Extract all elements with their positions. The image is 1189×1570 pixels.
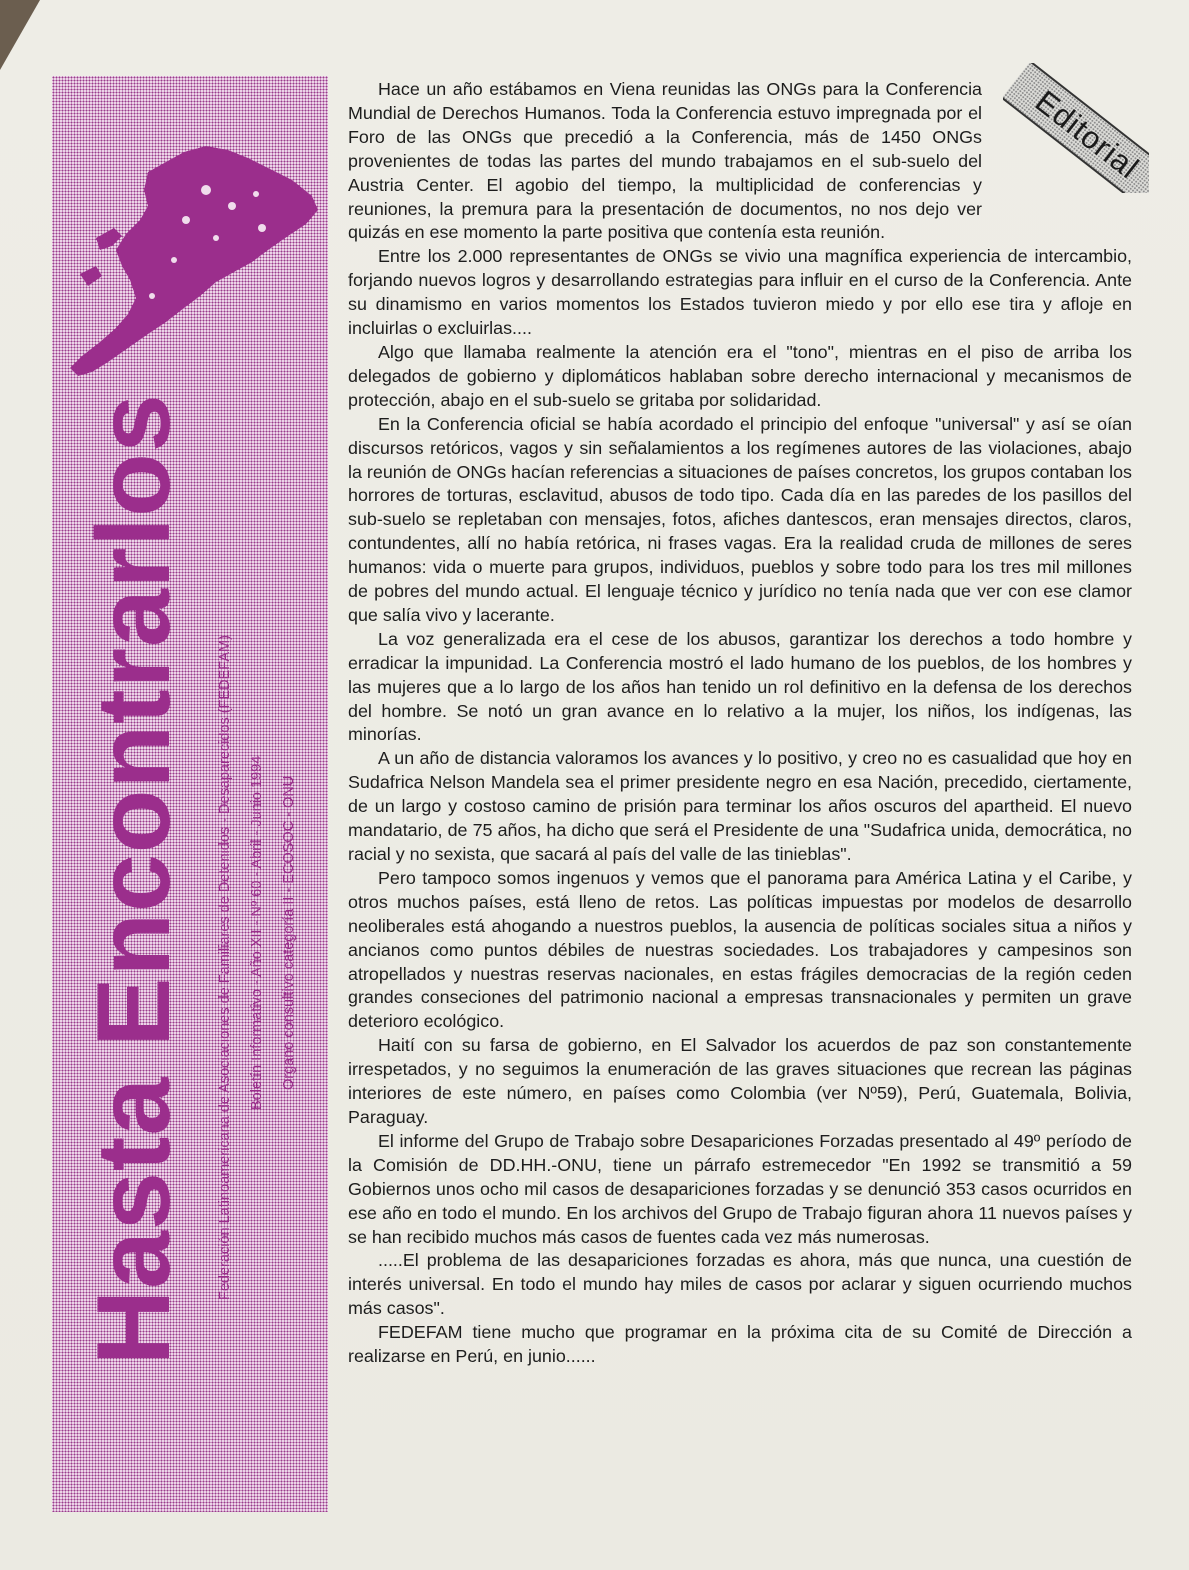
article-paragraph: El informe del Grupo de Trabajo sobre Desapariciones Forzadas presentado al 49º período de la Comisión de DD.HH.-ONU, tiene un párrafo estremecedor "En 1992 se transmitió a 59 Gobiernos unos ocho mil casos de desapariciones forzadas y se denunció 353 casos ocurridos en ese año en todo el mundo. En los archivos del Grupo de Trabajo figuran ahora 11 nuevos países y se han recibido muchos más casos de fuentes cada vez más numerosas. (348, 1130, 1132, 1247)
editorial-stamp-label: Editorial (1028, 83, 1146, 186)
editorial-article (348, 78, 1132, 1369)
article-paragraph: En la Conferencia oficial se había acordado el principio del enfoque "universal" y así se oían discursos retóricos, vagos y sin señalamientos a los regímenes autores de las violaciones, abajo la reunión de ONGs hacían referencias a situaciones de países concretos, los grupos contaban los horrores de torturas, esclavitud, abusos de todo tipo. Cada día en las paredes de los pasillos del sub-suelo se repletaban con mensajes, fotos, afiches dantescos, eran mensajes directos, claros, contundentes, allí no había retórica, ni frases vagas. Era la realidad cruda de millones de seres humanos: vida o muerte para grupos, individuos, pueblos y sobre todo para los tres mil millones de pobres del mundo actual. El lenguaje técnico y jurídico no tenía nada que ver con ese clamor que salía vivo y lacerante. (348, 413, 1132, 625)
article-paragraph: A un año de distancia valoramos los avances y lo positivo, y creo no es casualidad que hoy en Sudafrica Nelson Mandela sea el primer presidente negro en esa Nación, precedido, ciertamente, de un largo y costoso camino de prisión para terminar los años oscuros del apartheid. El nuevo mandatario, de 75 años, ha dicho que será el Presidente de una "Sudafrica unida, democrática, no racial y no sexista, que sacará al país del valle de las tinieblas". (348, 748, 1132, 864)
article-paragraph: FEDEFAM tiene mucho que programar en la próxima cita de su Comité de Dirección a realizarse en Perú, en junio...... (348, 1322, 1132, 1367)
issue-line: Boletín Informativo - Año XII - Nº 60 - Abril - Junio 1994 (249, 755, 265, 1110)
folded-corner (0, 0, 40, 70)
status-line: Organo consultivo categoría II - ECOSOC - ONU (281, 775, 297, 1090)
latin-america-map-icon (56, 110, 326, 390)
article-paragraph: Entre los 2.000 representantes de ONGs se vivio una magnífica experiencia de intercambio, forjando nuevos logros y desarrollando estrategias para influir en el curso de la Conferencia. Ante su dinamismo en varios momentos los Estados tuvieron miedo y por ello ese tira y afloje en incluirlas o excluirlas.... (348, 246, 1132, 339)
article-paragraph: Pero tampoco somos ingenuos y vemos que el panorama para América Latina y el Caribe, y otros muchos países, está lleno de retos. Las políticas impuestas por modelos de desarrollo neoliberales está ahogando a nuestros pueblos, la ausencia de políticas sociales situa a niños y ancianos como puntos débiles de nuestras sociedades. Los trabajadores y campesinos son atropellados y nuestras reservas nacionales, en estas frágiles democracias de la región ceden grandes conseciones del patrimonio nacional a empresas transnacionales y permiten un grave deterioro ecológico. (348, 867, 1132, 1032)
article-paragraph: Algo que llamaba realmente la atención era el "tono", mientras en el piso de arriba los delegados de gobierno y diplomáticos hablaban sobre derecho internacional y mecanismos de protección, abajo en el sub-suelo se gritaba por solidaridad. (348, 341, 1132, 410)
masthead-title: Hasta Encontrarlos (76, 393, 192, 1365)
article-paragraph: .....El problema de las desapariciones forzadas es ahora, más que nunca, una cuestión de interés universal. En todo el mundo hay miles de casos por aclarar y siguen ocurriendo muchos más casos". (348, 1250, 1132, 1319)
article-paragraph: Hace un año estábamos en Viena reunidas las ONGs para la Conferencia Mundial de Derechos Humanos. Toda la Conferencia estuvo impregnada por el Foro de las ONGs que precedió a la Conferencia, más de 1450 ONGs provenientes de todas las partes del mundo trabajamos en el sub-suelo del Austria Center. El agobio del tiempo, la multiplicidad de conferencias y reuniones, la premura para la presentación de documentos, no nos dejo ver quizás en ese momento la parte positiva que contenía esta reunión. (348, 79, 982, 243)
article-paragraph: La voz generalizada era el cese de los abusos, garantizar los derechos a todo hombre y erradicar la impunidad. La Conferencia mostró el lado humano de los pueblos, de los hombres y las mujeres que a lo largo de los años han tenido un rol definitivo en la defensa de los derechos del hombre. Se notó un gran avance en lo relativo a la mujer, los niños, los indígenas, las minorías. (348, 628, 1132, 745)
article-paragraph: Haití con su farsa de gobierno, en El Salvador los acuerdos de paz son constantemente irrespetados, y no seguimos la enumeración de las graves situaciones que recrean las páginas interiores de este número, en países como Colombia (ver Nº59), Perú, Guatemala, Bolivia, Paraguay. (348, 1035, 1132, 1127)
org-line: Federación Latinoamericana de Asociaciones de Familiares de Detenidos - Desaparecidos (FEDEFAM) (217, 635, 233, 1300)
